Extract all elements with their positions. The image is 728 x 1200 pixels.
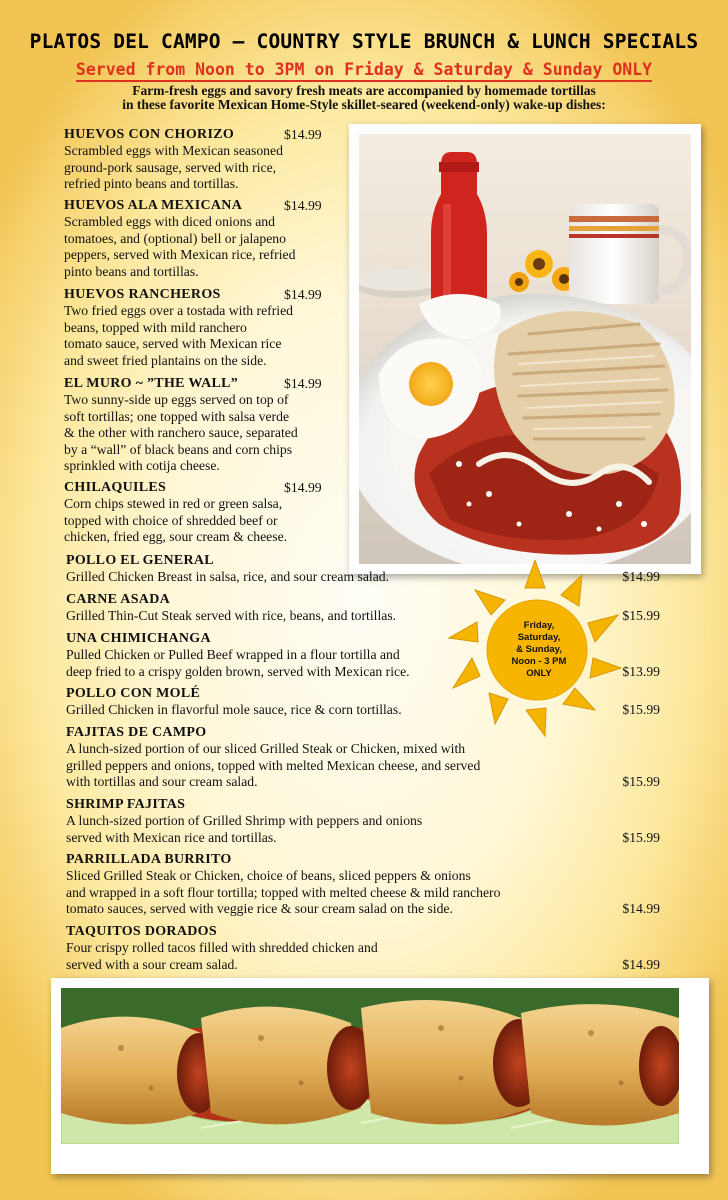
item-price: $15.99 [622,702,660,717]
menu-item-huevos-ala-mexicana [64,197,342,280]
desc-line: tomato sauces, served with veggie rice & sour cream salad on the side. [66,901,453,916]
item-name: POLLO EL GENERAL [66,553,214,568]
desc-line: soft tortillas; one topped with salsa verde [64,408,290,424]
item-description [64,143,342,193]
desc-line: and sweet fried plantains on the side. [64,352,267,368]
item-description [66,813,666,846]
desc-line: tomato sauce, served with Mexican rice [64,336,282,351]
sun-badge-line: ONLY [526,668,552,679]
sun-badge-line: Noon - 3 PM [511,656,567,667]
sun-badge-line: & Sunday, [516,644,562,655]
desc-line: sprinkled with cotija cheese. [64,458,220,473]
desc-line: served with a sour cream salad. [66,956,238,972]
desc-line: and wrapped in a soft flour tortilla; topped with melted cheese & mild ranchero [66,884,501,900]
intro-line: in these favorite Mexican Home-Style skillet-seared (weekend-only) wake-up dishes: [122,97,606,112]
desc-line: deep fried to a crispy golden brown, served with Mexican rice. [66,663,410,679]
item-description [64,303,342,369]
taquitos-photo [51,978,709,1174]
item-price: $14.99 [284,198,322,213]
item-description [66,741,666,791]
menu-title: PLATOS DEL CAMPO – COUNTRY STYLE BRUNCH & LUNCH SPECIALS [29,30,699,53]
item-description [64,496,342,546]
item-price: $14.99 [622,901,660,916]
desc-line: Grilled Thin-Cut Steak served with rice, beans, and tortillas. [66,608,397,623]
desc-line: pinto beans and tortillas. [64,263,199,279]
item-price: $15.99 [622,774,660,789]
item-name: SHRIMP FAJITAS [66,797,186,812]
menu-item-chilaquiles [64,479,342,546]
desc-line: grilled peppers and onions, topped with melted Mexican cheese, and served [66,757,481,773]
desc-line: Scrambled eggs with diced onions and [64,214,275,229]
desc-line: beans, topped with mild ranchero [64,319,247,335]
desc-line: Corn chips stewed in red or green salsa, [64,496,283,511]
desc-line: ground-pork sausage, served with rice, [64,159,277,175]
desc-line: chicken, fried egg, sour cream & cheese. [64,529,288,544]
desc-line: A lunch-sized portion of our sliced Grilled Steak or Chicken, mixed with [66,741,466,756]
item-name: CHILAQUILES [64,480,167,495]
item-name: FAJITAS DE CAMPO [66,725,207,740]
sun-badge-line: Friday, [523,620,555,631]
item-description [66,868,666,918]
intro-line: Farm-fresh eggs and savory fresh meats are accompanied by homemade tortillas [132,83,596,98]
item-description [64,214,342,280]
item-price: $14.99 [622,957,660,972]
menu-subtitle [0,60,728,79]
desc-line: with tortillas and sour cream salad. [66,774,258,789]
desc-line: served with Mexican rice and tortillas. [66,829,277,845]
item-description [64,392,342,475]
menu-item-shrimp-fajitas [66,796,666,846]
desc-line: Two fried eggs over a tostada with refried [64,303,293,318]
menu-item-huevos-rancheros [64,286,342,369]
item-price: $14.99 [284,127,322,142]
item-price: $14.99 [622,569,660,584]
item-price: $15.99 [622,608,660,623]
sun-badge-text [499,620,579,680]
food-photo-illustration [359,134,691,564]
menu-item-parrillada-burrito [66,851,666,918]
desc-line: topped with choice of shredded beef or [64,512,278,528]
desc-line: refried pinto beans and tortillas. [64,176,239,191]
desc-line: & the other with ranchero sauce, separated [64,425,298,440]
desc-line: tomatoes, and (optional) bell or jalapeno [64,230,286,246]
desc-line: peppers, served with Mexican rice, refried [64,247,296,262]
item-name: CARNE ASADA [66,592,171,607]
sun-badge-line: Saturday, [517,632,561,643]
desc-line: Sliced Grilled Steak or Chicken, choice of beans, sliced peppers & onions [66,868,471,883]
desc-line: by a “wall” of black beans and corn chips [64,441,293,457]
item-description [66,940,666,973]
menu-intro [0,84,728,112]
taquitos-photo-illustration [61,988,679,1144]
desc-line: Two sunny-side up eggs served on top of [64,392,289,407]
item-price: $14.99 [284,287,322,302]
desc-line: A lunch-sized portion of Grilled Shrimp with peppers and onions [66,813,423,828]
item-name: EL MURO ~ ”THE WALL” [64,376,239,391]
menu-subtitle-text: Served from Noon to 3PM on Friday & Saturday & Sunday ONLY [76,60,652,82]
item-price: $14.99 [284,480,322,495]
item-name: HUEVOS CON CHORIZO [64,127,235,142]
desc-line: Scrambled eggs with Mexican seasoned [64,143,283,158]
desc-line: Four crispy rolled tacos filled with shredded chicken and [66,940,378,955]
menu-item-huevos-con-chorizo [64,126,342,193]
item-name: PARRILLADA BURRITO [66,852,232,867]
item-name: POLLO CON MOLÉ [66,686,201,701]
chilaquiles-plate-photo [349,124,701,574]
item-price: $14.99 [284,376,322,391]
desc-line: Grilled Chicken Breast in salsa, rice, and sour cream salad. [66,569,390,584]
item-price: $15.99 [622,830,660,845]
item-name: UNA CHIMICHANGA [66,631,211,646]
item-name: TAQUITOS DORADOS [66,924,217,939]
item-name: HUEVOS RANCHEROS [64,287,221,302]
desc-line: Pulled Chicken or Pulled Beef wrapped in a flour tortilla and [66,647,400,662]
item-price: $13.99 [622,664,660,679]
item-name: HUEVOS ALA MEXICANA [64,198,243,213]
menu-item-taquitos-dorados [66,923,666,973]
desc-line: Grilled Chicken in flavorful mole sauce, rice & corn tortillas. [66,702,402,717]
menu-item-el-muro [64,375,342,475]
